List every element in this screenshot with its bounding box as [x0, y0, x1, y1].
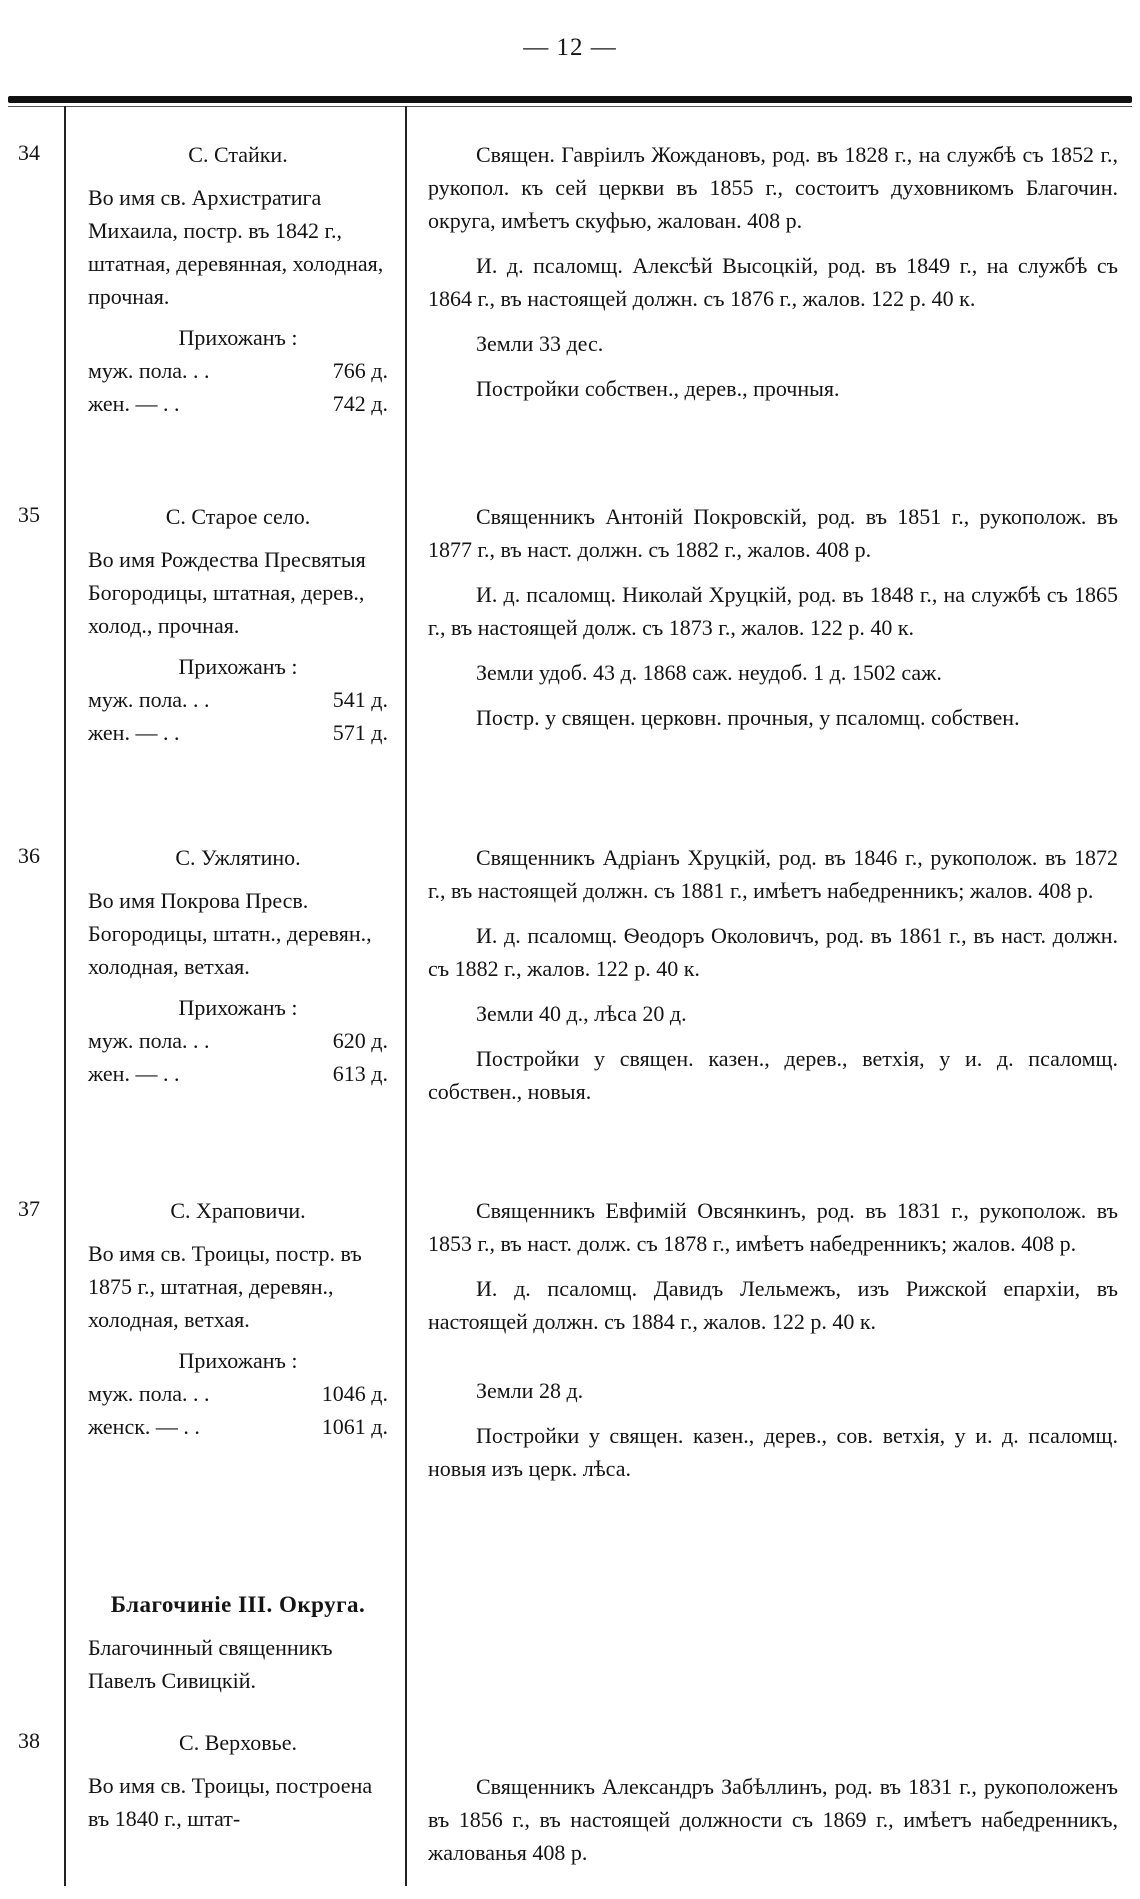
clergy-block	[428, 138, 1118, 405]
female-count-row	[88, 1410, 388, 1443]
female-label: жен. — . .	[88, 391, 180, 416]
church-description: Во имя св. Троицы, постр. въ 1875 г., штатная, деревян., холодная, ветхая.	[88, 1241, 362, 1332]
district-block	[88, 1588, 388, 1697]
village-name: С. Храповичи.	[170, 1198, 306, 1223]
district-dean: Благочинный священникъ Павелъ Сивицкій.	[88, 1635, 333, 1693]
parish-block	[88, 138, 388, 420]
male-count: 541 д.	[332, 687, 388, 712]
entry-number: 35	[18, 502, 40, 527]
psalmist-entry: И. д. псаломщ. Алексѣй Высоцкій, род. въ 1849 г., на службѣ съ 1864 г., въ настоящей должн. съ 1876 г., жалов. 122 р. 40 к.	[428, 253, 1118, 311]
female-count-row	[88, 716, 388, 749]
buildings-info: Постройки у священ. казен., дерев., ветхія, у и. д. псаломщ. собствен., новыя.	[428, 1046, 1118, 1104]
entry-number: 37	[18, 1196, 40, 1221]
entry-number: 38	[18, 1728, 40, 1753]
male-label: муж. пола. . .	[88, 1028, 210, 1053]
buildings-info: Постр. у священ. церковн. прочныя, у псаломщ. собствен.	[476, 705, 1020, 730]
male-label: муж. пола. . .	[88, 1381, 210, 1406]
priest-entry: Священникъ Адріанъ Хруцкій, род. въ 1846 г., рукополож. въ 1872 г., въ настоящей должн. съ 1881 г., имѣетъ набедренникъ; жалов. 408 р.	[428, 845, 1118, 903]
land-info: Земли 33 дес.	[476, 331, 604, 356]
entry-number: 36	[18, 843, 40, 868]
land-info: Земли 28 д.	[476, 1378, 584, 1403]
land-info: Земли 40 д., лѣса 20 д.	[476, 1001, 687, 1026]
village-name: С. Верховье.	[179, 1730, 297, 1755]
header-rule	[8, 96, 1132, 103]
parish-block	[88, 1194, 388, 1443]
buildings-info: Постройки собствен., дерев., прочныя.	[476, 376, 840, 401]
male-count: 1046 д.	[321, 1381, 388, 1406]
clergy-block	[428, 1194, 1118, 1485]
header-rule-thin	[8, 106, 1132, 107]
male-count-row	[88, 1024, 388, 1057]
church-description: Во имя Рождества Пресвятыя Богородицы, штатная, дерев., холод., прочная.	[88, 547, 366, 638]
male-label: муж. пола. . .	[88, 358, 210, 383]
parish-block	[88, 1726, 388, 1835]
priest-entry: Священникъ Антоній Покровскій, род. въ 1851 г., рукополож. въ 1877 г., въ наст. должн. съ 1882 г., жалов. 408 р.	[428, 504, 1118, 562]
church-description: Во имя Покрова Пресв. Богородицы, штатн., деревян., холодная, ветхая.	[88, 888, 372, 979]
village-name: С. Стайки.	[188, 142, 288, 167]
parish-block	[88, 500, 388, 749]
female-count: 742 д.	[332, 391, 388, 416]
column-divider-left	[64, 106, 66, 1886]
female-count: 1061 д.	[321, 1414, 388, 1439]
male-count-row	[88, 683, 388, 716]
female-count: 613 д.	[332, 1061, 388, 1086]
district-heading: Благочиніе III. Округа.	[110, 1592, 366, 1617]
village-name: С. Ужлятино.	[175, 845, 301, 870]
psalmist-entry: И. д. псаломщ. Николай Хруцкій, род. въ 1848 г., на службѣ съ 1865 г., въ настоящей долж. съ 1873 г., жалов. 122 р. 40 к.	[428, 582, 1118, 640]
female-label: женск. — . .	[88, 1414, 200, 1439]
female-count-row	[88, 387, 388, 420]
male-count-row	[88, 1377, 388, 1410]
buildings-info: Постройки у священ. казен., дерев., сов. ветхія, у и. д. псаломщ. новыя изъ церк. лѣса.	[428, 1423, 1118, 1481]
land-info: Земли удоб. 43 д. 1868 саж. неудоб. 1 д. 1502 саж.	[476, 660, 942, 685]
female-count: 571 д.	[332, 720, 388, 745]
priest-entry: Священникъ Евфимій Овсянкинъ, род. въ 1831 г., рукополож. въ 1853 г., въ наст. долж. съ 1878 г., имѣетъ набедренникъ; жалов. 408 р.	[428, 1198, 1118, 1256]
parishioners-label: Прихожанъ :	[178, 325, 298, 350]
parishioners-label: Прихожанъ :	[178, 995, 298, 1020]
village-name: С. Старое село.	[165, 504, 311, 529]
male-label: муж. пола. . .	[88, 687, 210, 712]
clergy-block	[428, 500, 1118, 734]
female-count-row	[88, 1057, 388, 1090]
male-count-row	[88, 354, 388, 387]
column-divider-middle	[405, 106, 407, 1886]
female-label: жен. — . .	[88, 720, 180, 745]
entry-number: 34	[18, 140, 40, 165]
psalmist-entry: И. д. псаломщ. Ѳеодоръ Околовичъ, род. въ 1861 г., въ наст. должн. съ 1882 г., жалов. 122 р. 40 к.	[428, 923, 1118, 981]
clergy-block	[428, 1770, 1118, 1869]
priest-entry: Священ. Гавріилъ Жождановъ, род. въ 1828 г., на службѣ съ 1852 г., рукопол. къ сей церкви въ 1855 г., состоитъ духовникомъ Благочин. округа, имѣетъ скуфью, жалован. 408 р.	[428, 142, 1118, 233]
church-description: Во имя св. Архистратига Михаила, постр. въ 1842 г., штатная, деревянная, холодная, прочная.	[88, 185, 384, 309]
male-count: 620 д.	[332, 1028, 388, 1053]
psalmist-entry: И. д. псаломщ. Давидъ Лельмежъ, изъ Рижской епархіи, въ настоящей должн. съ 1884 г., жалов. 122 р. 40 к.	[428, 1276, 1118, 1334]
page-number: — 12 —	[523, 34, 617, 61]
church-description: Во имя св. Троицы, построена въ 1840 г., штат-	[88, 1773, 373, 1831]
parishioners-label: Прихожанъ :	[178, 1348, 298, 1373]
female-label: жен. — . .	[88, 1061, 180, 1086]
male-count: 766 д.	[332, 358, 388, 383]
priest-entry: Священникъ Александръ Забѣллинъ, род. въ 1831 г., рукоположенъ въ 1856 г., въ настоящей должности съ 1869 г., имѣетъ набедренникъ, жалованья 408 р.	[428, 1774, 1118, 1865]
clergy-block	[428, 841, 1118, 1108]
parish-block	[88, 841, 388, 1090]
parishioners-label: Прихожанъ :	[178, 654, 298, 679]
